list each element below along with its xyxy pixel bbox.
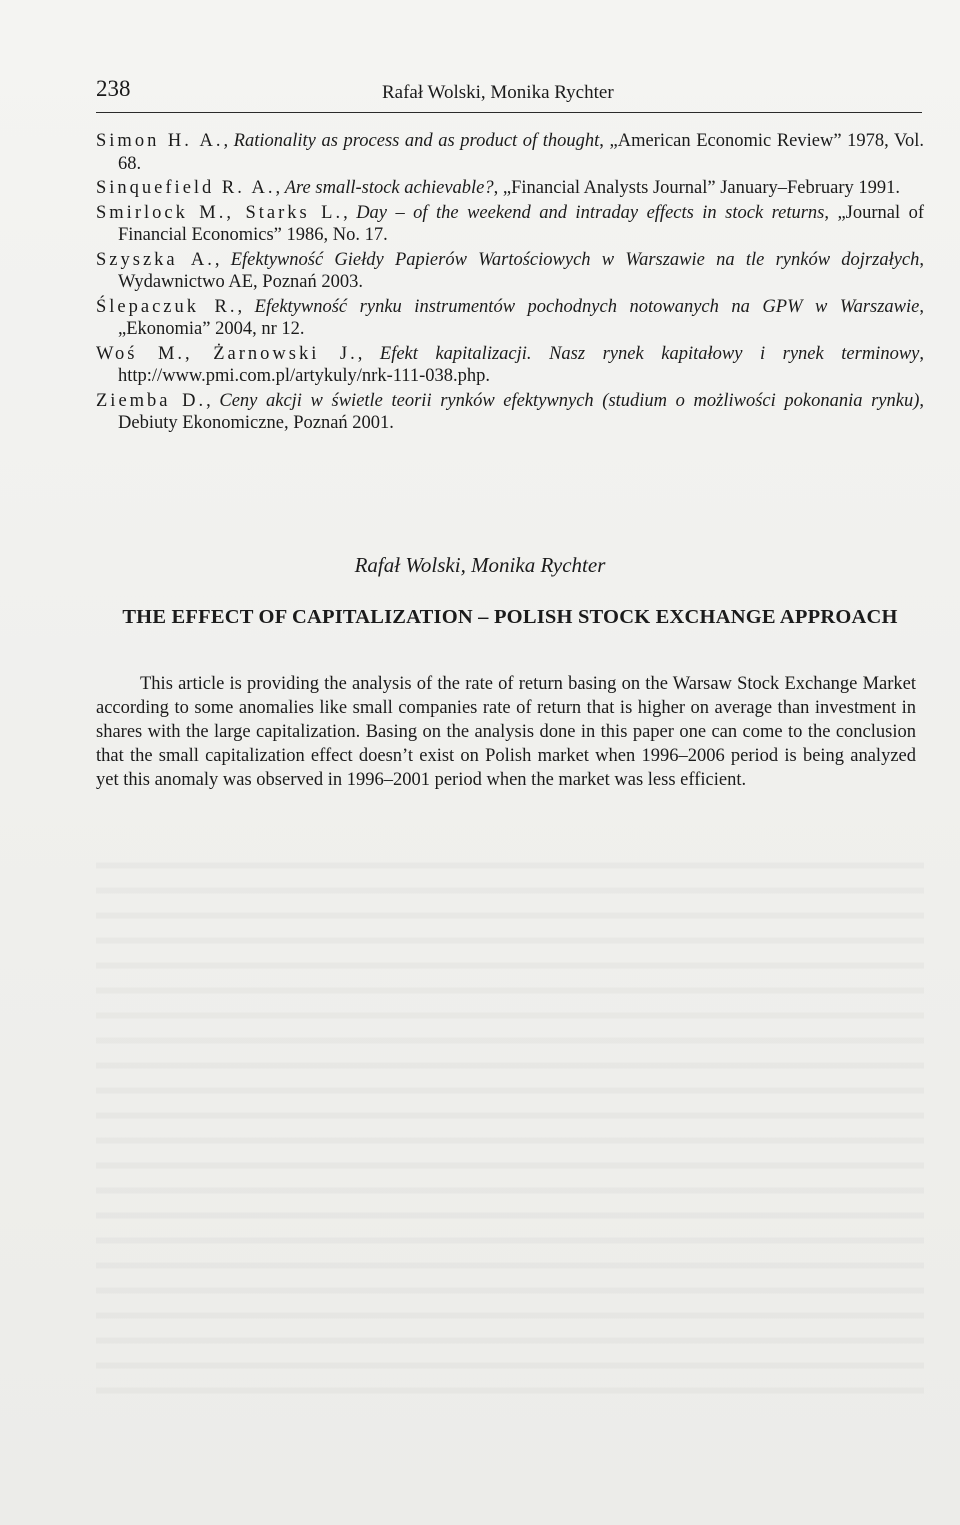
reference-author: Ziemba D. (96, 390, 207, 411)
reference-entry (96, 177, 924, 200)
article-authors: Rafał Wolski, Monika Rychter (354, 553, 606, 577)
reference-title: Efektywność rynku instrumentów pochodnych notowanych na GPW w Warszawie (254, 296, 920, 317)
reference-details: , „American Economic Review” 1978, Vol. 68. (118, 131, 925, 174)
reference-separator: , (343, 202, 357, 223)
reference-author: Simon H. A. (96, 131, 224, 151)
reference-title: Efekt kapitalizacji. Nasz rynek kapitałowy i rynek terminowy (379, 343, 920, 364)
show-through-texture (96, 850, 924, 1410)
page-header (96, 70, 922, 113)
reference-separator: , (275, 178, 285, 198)
abstract-paragraph: This article is providing the analysis of the rate of return basing on the Warsaw Stock Exchange Market according to some anomalies like small companies rate of return that is higher on average than investment in shares with the large capitalization. Basing on the analysis done in this paper one can come to the conclusion that the small capitalization effect doesn’t exist on Polish market when 1996–2006 period is being analyzed yet this anomaly was observed in 1996–2001 period when the market was less efficient. (96, 674, 916, 790)
reference-separator: , (214, 249, 231, 270)
reference-entry (96, 296, 924, 341)
reference-details: , „Financial Analysts Journal” January–February 1991. (493, 178, 901, 198)
reference-title: Are small-stock achievable? (284, 178, 494, 198)
reference-entry (96, 249, 924, 294)
reference-entry (96, 202, 924, 247)
reference-entry (96, 130, 924, 175)
reference-entry (96, 390, 924, 435)
reference-author: Ślepaczuk R. (96, 296, 238, 317)
reference-title: Day – of the weekend and intraday effects in stock returns (356, 202, 825, 223)
reference-author: Smirlock M., Starks L. (96, 202, 344, 223)
reference-separator: , (237, 296, 255, 317)
reference-title: Ceny akcji w świetle teorii rynków efektywnych (studium o możliwości pokonania rynku) (219, 390, 920, 411)
reference-author: Szyszka A. (96, 249, 215, 270)
page-number: 238 (96, 76, 131, 101)
running-head: Rafał Wolski, Monika Rychter (382, 82, 614, 103)
reference-author: Woś M., Żarnowski J. (96, 343, 358, 364)
reference-details: , Wydawnictwo AE, Poznań 2003. (118, 249, 925, 292)
reference-separator: , (223, 131, 234, 151)
article-title: THE EFFECT OF CAPITALIZATION – POLISH STOCK EXCHANGE APPROACH (122, 606, 898, 628)
reference-entry (96, 343, 924, 388)
reference-separator: , (206, 390, 220, 411)
reference-separator: , (357, 343, 380, 364)
reference-title: Efektywność Giełdy Papierów Wartościowych w Warszawie na tle rynków dojrzałych (230, 249, 920, 270)
reference-details: , „Ekonomia” 2004, nr 12. (118, 296, 924, 339)
reference-details: , http://www.pmi.com.pl/artykuly/nrk-111-038.php. (118, 343, 924, 386)
reference-title: Rationality as process and as product of thought (233, 131, 600, 151)
reference-details: , Debiuty Ekonomiczne, Poznań 2001. (118, 390, 924, 433)
reference-list (96, 130, 924, 437)
reference-details: , „Journal of Financial Economics” 1986, No. 17. (118, 202, 924, 245)
reference-author: Sinquefield R. A. (96, 178, 276, 198)
